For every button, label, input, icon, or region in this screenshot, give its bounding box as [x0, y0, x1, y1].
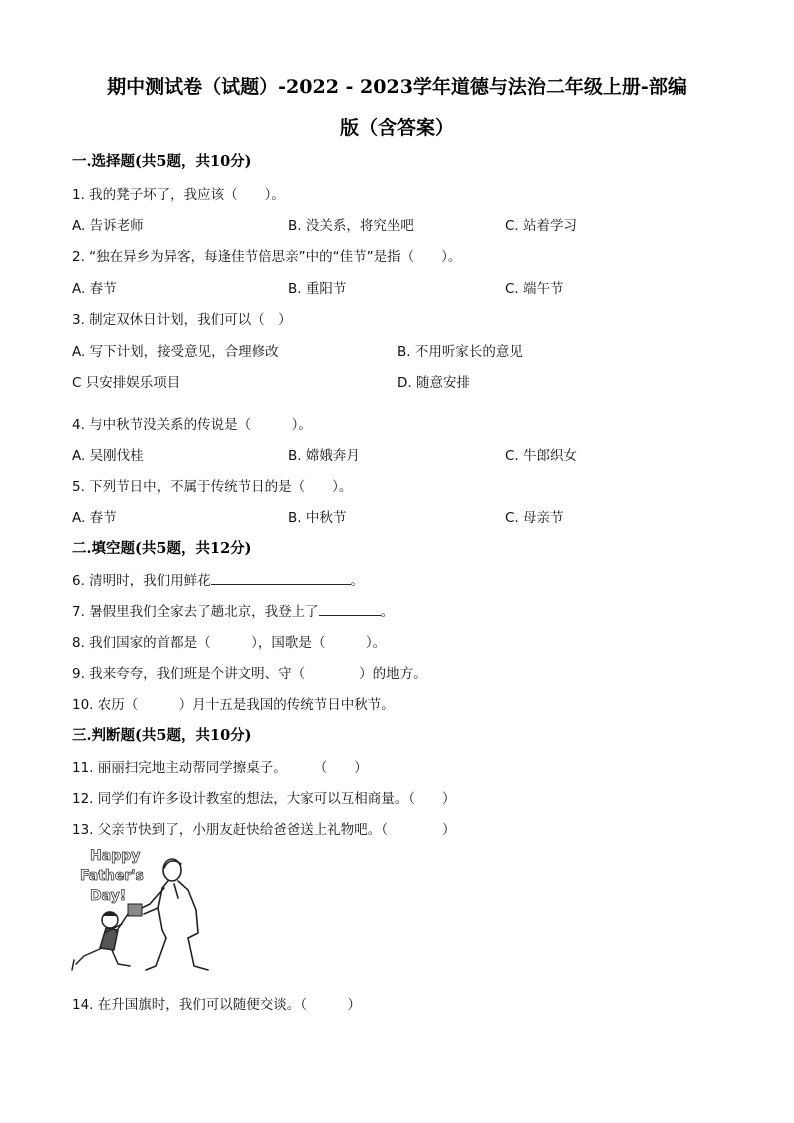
- page-title: 期中测试卷（试题）-2022 - 2023学年道德与法治二年级上册-部编: [107, 76, 687, 98]
- question-14: 14. 在升国旗时，我们可以随便交谈。（ ）: [72, 997, 362, 1013]
- child-figure: [72, 912, 130, 970]
- q4-option-c: C. 牛郎织女: [505, 448, 578, 464]
- q2-option-c: C. 端午节: [505, 281, 564, 297]
- section-heading-judge: 三.判断题(共5题，共10分): [72, 727, 252, 744]
- section-heading-fill: 二.填空题(共5题，共12分): [72, 540, 252, 557]
- q5-option-a: A. 春节: [72, 510, 117, 526]
- question-11: 11. 丽丽扫完地主动帮同学擦桌子。 （ ）: [72, 760, 368, 776]
- question-4: 4. 与中秋节没关系的传说是（ ）。: [72, 417, 312, 433]
- gift-icon: [128, 904, 142, 916]
- picture-text-happy: Happy: [90, 848, 141, 864]
- answer-blank[interactable]: [319, 603, 381, 616]
- question-3: 3. 制定双休日计划，我们可以（ ）: [72, 312, 292, 328]
- fathers-day-illustration: [70, 838, 220, 978]
- question-6-text: 6. 清明时，我们用鲜花: [72, 573, 211, 589]
- page-title-continued: 版（含答案）: [339, 117, 454, 139]
- question-10: 10. 农历（ ）月十五是我国的传统节日中秋节。: [72, 697, 395, 713]
- q3-option-a: A. 写下计划，接受意见，合理修改: [72, 344, 279, 360]
- question-7: [72, 600, 394, 620]
- q5-option-b: B. 中秋节: [288, 510, 347, 526]
- picture-text-day: Day!: [90, 888, 127, 904]
- question-9: 9. 我来夸夸，我们班是个讲文明、守（ ）的地方。: [72, 666, 427, 682]
- q2-option-b: B. 重阳节: [288, 281, 347, 297]
- q1-option-b: B. 没关系，将究坐吧: [288, 218, 414, 234]
- question-8: 8. 我们国家的首都是（ ），国歌是（ ）。: [72, 635, 387, 651]
- question-5: 5. 下列节日中，不属于传统节日的是（ ）。: [72, 479, 353, 495]
- question-13: 13. 父亲节快到了，小朋友赶快给爸爸送上礼物吧。（ ）: [72, 822, 456, 838]
- q1-option-a: A. 告诉老师: [72, 218, 144, 234]
- section-heading-choice: 一.选择题(共5题，共10分): [72, 153, 252, 170]
- question-7-text: 7. 暑假里我们全家去了趟北京，我登上了: [72, 604, 319, 620]
- question-12: 12. 同学们有许多设计教室的想法，大家可以互相商量。（ ）: [72, 791, 456, 807]
- question-1: 1. 我的凳子坏了，我应该（ ）。: [72, 187, 285, 203]
- question-7-end: 。: [380, 604, 395, 620]
- q3-option-b: B. 不用听家长的意见: [397, 344, 523, 360]
- q4-option-a: A. 吴刚伐桂: [72, 448, 144, 464]
- question-6-end: 。: [350, 573, 365, 589]
- q2-option-a: A. 春节: [72, 281, 117, 297]
- answer-blank[interactable]: [211, 572, 351, 585]
- q3-option-d: D. 随意安排: [397, 375, 470, 391]
- q1-option-c: C. 站着学习: [505, 218, 578, 234]
- question-2: 2. “独在异乡为异客，每逢佳节倍思亲”中的“佳节”是指（ ）。: [72, 249, 462, 265]
- father-figure: [138, 859, 208, 970]
- q3-option-c: C 只安排娱乐项目: [72, 375, 181, 391]
- picture-text-fathers: Father's: [80, 868, 144, 884]
- q5-option-c: C. 母亲节: [505, 510, 564, 526]
- question-6: [72, 569, 364, 589]
- q4-option-b: B. 嫦娥奔月: [288, 448, 360, 464]
